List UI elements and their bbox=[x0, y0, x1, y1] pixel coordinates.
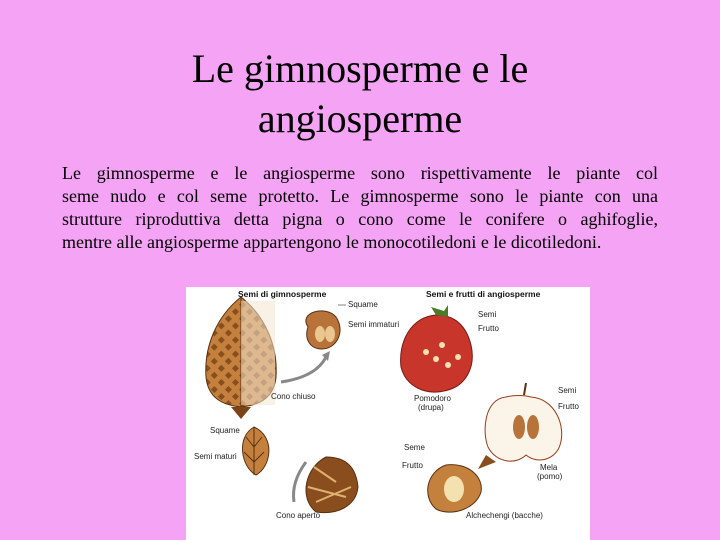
body-line: strutture riproduttiva detta pigna o cono come le conifere o aghifoglie, bbox=[62, 209, 658, 229]
open-cone-illustration bbox=[294, 457, 359, 513]
open-cone-scale-illustration bbox=[242, 427, 268, 475]
slide-title-line-1: Le gimnosperme e le bbox=[191, 46, 529, 91]
slide-body-text bbox=[62, 162, 658, 254]
label-semi-immaturi: Semi immaturi bbox=[348, 320, 400, 329]
label-cono-chiuso: Cono chiuso bbox=[271, 392, 316, 401]
label-drupa: (drupa) bbox=[418, 403, 444, 412]
body-line: seme nudo e col seme protetto. Le gimnosperme sono le piante con una bbox=[62, 186, 658, 206]
label-cono-aperto: Cono aperto bbox=[276, 511, 321, 520]
label-pomodoro: Pomodoro bbox=[414, 394, 451, 403]
header-angiosperm-seeds: Semi e frutti di angiosperme bbox=[426, 289, 541, 299]
apple-illustration bbox=[485, 383, 562, 461]
seed-scale-illustration bbox=[306, 311, 340, 349]
label-seme-ginkgo: Seme bbox=[404, 443, 425, 452]
label-semi-apple: Semi bbox=[558, 386, 577, 395]
slide-title bbox=[0, 44, 720, 144]
label-semi-maturi: Semi maturi bbox=[194, 452, 237, 461]
label-frutto-apple: Frutto bbox=[558, 402, 579, 411]
seeds-illustration bbox=[186, 287, 590, 540]
label-squame: Squame bbox=[348, 300, 378, 309]
label-frutto-ginkgo: Frutto bbox=[402, 461, 423, 470]
tomato-illustration bbox=[401, 305, 473, 392]
label-squame-bottom: Squame bbox=[210, 426, 240, 435]
label-frutto-tomato: Frutto bbox=[478, 324, 499, 333]
slide-title-line-2: angiosperme bbox=[257, 96, 463, 141]
label-alchechengi: Alchechengi (bacche) bbox=[466, 511, 543, 520]
label-pomo: (pomo) bbox=[537, 472, 563, 481]
label-semi-tomato: Semi bbox=[478, 310, 497, 319]
closed-cone-illustration bbox=[206, 297, 276, 419]
body-line: mentre alle angiosperme appartengono le monocotiledoni e le dicotiledoni. bbox=[62, 232, 602, 252]
alchechengi-illustration bbox=[428, 455, 496, 512]
header-gymnosperm-seeds: Semi di gimnosperme bbox=[238, 289, 327, 299]
body-line: Le gimnosperme e le angiosperme sono rispettivamente le piante col bbox=[62, 163, 658, 183]
label-mela: Mela bbox=[540, 463, 558, 472]
